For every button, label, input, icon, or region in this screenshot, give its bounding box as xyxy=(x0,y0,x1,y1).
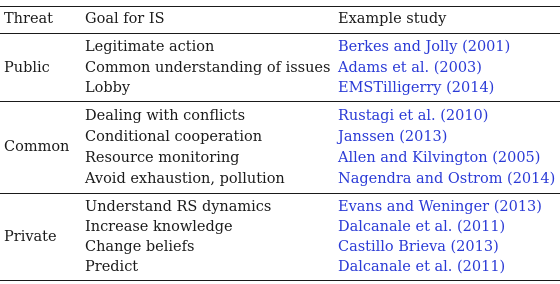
header-rule xyxy=(0,33,560,34)
goal-cell: Lobby xyxy=(85,80,131,96)
top-rule xyxy=(0,6,560,7)
study-citation[interactable]: Allen and Kilvington (2005) xyxy=(338,150,541,166)
bottom-rule xyxy=(0,280,560,281)
group-divider-rule xyxy=(0,101,560,102)
goal-cell: Dealing with conflicts xyxy=(85,108,246,124)
threat-label: Public xyxy=(4,60,50,76)
goal-cell: Conditional cooperation xyxy=(85,129,263,145)
study-citation[interactable]: Berkes and Jolly (2001) xyxy=(338,39,511,55)
goal-cell: Increase knowledge xyxy=(85,219,233,235)
header-study: Example study xyxy=(338,11,447,27)
study-citation[interactable]: Dalcanale et al. (2011) xyxy=(338,259,506,275)
study-citation[interactable]: Rustagi et al. (2010) xyxy=(338,108,489,124)
header-threat: Threat xyxy=(4,11,53,27)
goal-cell: Predict xyxy=(85,259,139,275)
goal-cell: Resource monitoring xyxy=(85,150,240,166)
threat-label: Common xyxy=(4,139,70,155)
study-citation[interactable]: Janssen (2013) xyxy=(338,129,448,145)
threat-label: Private xyxy=(4,229,57,245)
study-citation[interactable]: Adams et al. (2003) xyxy=(338,60,482,76)
group-divider-rule xyxy=(0,193,560,194)
goal-cell: Legitimate action xyxy=(85,39,215,55)
goal-cell: Understand RS dynamics xyxy=(85,199,272,215)
goal-cell: Change beliefs xyxy=(85,239,195,255)
study-citation[interactable]: Dalcanale et al. (2011) xyxy=(338,219,506,235)
study-citation[interactable]: Castillo Brieva (2013) xyxy=(338,239,499,255)
study-citation[interactable]: Nagendra and Ostrom (2014) xyxy=(338,171,556,187)
study-citation[interactable]: EMSTilligerry (2014) xyxy=(338,80,495,96)
study-citation[interactable]: Evans and Weninger (2013) xyxy=(338,199,542,215)
goal-cell: Common understanding of issues xyxy=(85,60,331,76)
goal-cell: Avoid exhaustion, pollution xyxy=(85,171,285,187)
header-goal: Goal for IS xyxy=(85,11,165,27)
